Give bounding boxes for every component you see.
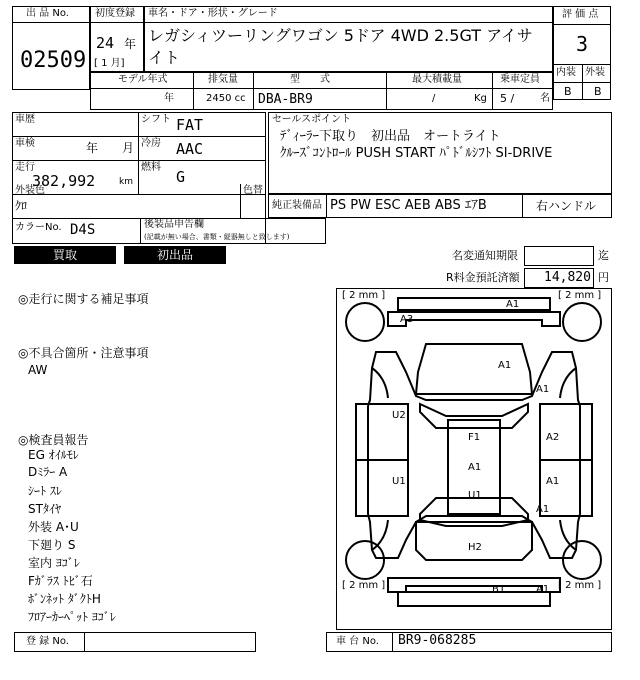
- defects-title: ◎不具合箇所・注意事項: [18, 346, 149, 360]
- recycle-fee-unit: 円: [598, 271, 609, 284]
- car-name-label: 車名・ドア・形状・グレード: [148, 8, 278, 19]
- damage-mark: B1: [492, 584, 506, 595]
- registration-label: 初度登録: [95, 8, 135, 19]
- recycle-fee-label: R料金預託済額: [446, 271, 520, 284]
- damage-mark: U1: [392, 476, 406, 487]
- damage-mark: U2: [392, 410, 406, 421]
- inspector-item: ﾌﾛｱｰｶｰﾍﾟｯﾄ ﾖｺﾞﾚ: [28, 610, 116, 624]
- shift-label: シフト: [141, 114, 171, 125]
- displacement-value: 2450 cc: [206, 93, 246, 104]
- inspector-item: ｼｰﾄ ｽﾚ: [28, 484, 62, 498]
- damage-mark: F1: [468, 432, 481, 443]
- registration-month: [ 1 月]: [94, 58, 125, 69]
- name-change-unit: 迄: [598, 249, 609, 262]
- inspection-label: 車検: [15, 138, 35, 149]
- exterior-color: ｸﾛ: [15, 199, 28, 213]
- equipment-label: 純正装備品: [272, 200, 322, 211]
- damage-mark: H2: [468, 542, 482, 553]
- model-year-label: モデル年式: [118, 74, 168, 85]
- chassis-number-label: 車 台 No.: [336, 636, 379, 647]
- sales-point-label: セールスポイント: [272, 114, 352, 125]
- interior-grade: B: [564, 85, 572, 98]
- chassis-number: BR9-068285: [398, 633, 477, 648]
- damage-mark: A1: [498, 360, 512, 371]
- aftermarket-note: (記載が無い場合、書類・縦器無しと致します): [144, 233, 290, 241]
- damage-mark: A1: [546, 476, 560, 487]
- equipment-list: PS PW ESC AEB ABS ｴｱB: [330, 198, 487, 213]
- mileage-unit: km: [119, 177, 133, 187]
- model-code-label: 型 式: [290, 74, 330, 85]
- inspection-year: 年: [86, 141, 99, 155]
- driving-notes-title: ◎走行に関する補足事項: [18, 292, 149, 306]
- tire-depth-front-right: [ 2 mm ]: [558, 290, 602, 301]
- repaint-label: 色替: [243, 185, 263, 196]
- mileage-value: 382,992: [32, 172, 96, 190]
- mileage-label: 走行: [15, 162, 35, 173]
- model-code: DBA-BR9: [258, 92, 313, 107]
- shift-value: FAT: [176, 116, 204, 134]
- registration-year-unit: 年: [124, 37, 137, 51]
- damage-mark: A3: [400, 314, 414, 325]
- purchase-badge: 買取: [14, 246, 116, 264]
- fuel-value: G: [176, 168, 186, 186]
- inspector-item: 室内 ﾖｺﾞﾚ: [28, 556, 80, 570]
- damage-mark: A1: [468, 462, 482, 473]
- tire-depth-front-left: [ 2 mm ]: [342, 290, 386, 301]
- capacity-unit: 名: [540, 93, 550, 104]
- inspector-item: EG ｵｲﾙﾓﾚ: [28, 448, 79, 462]
- tire-depth-rear-right: [ 2 mm ]: [558, 580, 602, 591]
- damage-mark: A1: [536, 504, 550, 515]
- damage-mark: A2: [546, 432, 560, 443]
- name-change-label: 名変通知期限: [452, 249, 518, 262]
- inspector-item: Dﾐﾗｰ A: [28, 465, 68, 479]
- steering-side: 右ハンドル: [536, 199, 597, 213]
- recycle-fee-value: 14,820: [544, 270, 591, 285]
- exterior-grade: B: [594, 85, 602, 98]
- inspector-report-title: ◎検査員報告: [18, 433, 89, 447]
- car-name-line2: イト: [148, 48, 181, 67]
- inspector-item: STﾀｲﾔ: [28, 502, 61, 516]
- registration-number-label: 登 録 No.: [26, 636, 69, 647]
- capacity-value: 5 /: [500, 92, 515, 105]
- name-change-box: [524, 246, 594, 266]
- damage-mark: A1: [536, 584, 550, 595]
- interior-label: 内装: [556, 67, 576, 78]
- defect-item: AW: [28, 363, 48, 377]
- fuel-label: 燃料: [141, 162, 161, 173]
- aftermarket-label: 後装品申告欄: [144, 219, 204, 230]
- displacement-label: 排気量: [208, 74, 238, 85]
- model-year-unit: 年: [164, 93, 174, 104]
- sales-point-line2: ｸﾙｰｽﾞｺﾝﾄﾛｰﾙ PUSH START ﾊﾟﾄﾞﾙｼﾌﾄ SI-DRIVE: [280, 146, 553, 161]
- inspector-item: ﾎﾞﾝﾈｯﾄ ﾀﾞｸﾄH: [28, 592, 101, 606]
- inspection-month: 月: [122, 141, 135, 155]
- exterior-label: 外装: [585, 67, 605, 78]
- damage-mark: A1: [536, 384, 550, 395]
- max-load-separator: /: [432, 93, 436, 104]
- first-listing-badge: 初出品: [124, 246, 226, 264]
- score-label: 評 価 点: [562, 9, 599, 20]
- registration-year: 24: [96, 34, 115, 52]
- exterior-color-label: 外装色: [15, 185, 45, 196]
- lot-label: 出 品 No.: [26, 8, 69, 19]
- color-no-label: カラーNo.: [15, 222, 62, 233]
- damage-mark: A1: [506, 299, 520, 310]
- ac-value: AAC: [176, 140, 204, 158]
- inspector-item: 下廻り S: [28, 538, 76, 552]
- max-load-label: 最大積載量: [412, 74, 462, 85]
- score-value: 3: [576, 32, 589, 56]
- damage-mark: U1: [468, 490, 482, 501]
- tire-depth-rear-left: [ 2 mm ]: [342, 580, 386, 591]
- car-damage-diagram: [336, 288, 612, 630]
- ac-label: 冷房: [141, 138, 161, 149]
- capacity-label: 乗車定員: [500, 74, 540, 85]
- history-label: 車歴: [15, 114, 35, 125]
- car-name-line1: レガシィツーリングワゴン 5ドア 4WD 2.5GT アイサ: [148, 26, 533, 45]
- color-no-value: D4S: [70, 222, 96, 238]
- sales-point-line1: ﾃﾞｨｰﾗｰ下取り 初出品 オートライト: [280, 129, 501, 144]
- lot-number: 02509: [20, 48, 87, 73]
- inspector-item: 外装 A･U: [28, 520, 79, 534]
- max-load-unit: Kg: [474, 93, 487, 104]
- inspector-item: Fｶﾞﾗｽ ﾄﾋﾞ石: [28, 574, 93, 588]
